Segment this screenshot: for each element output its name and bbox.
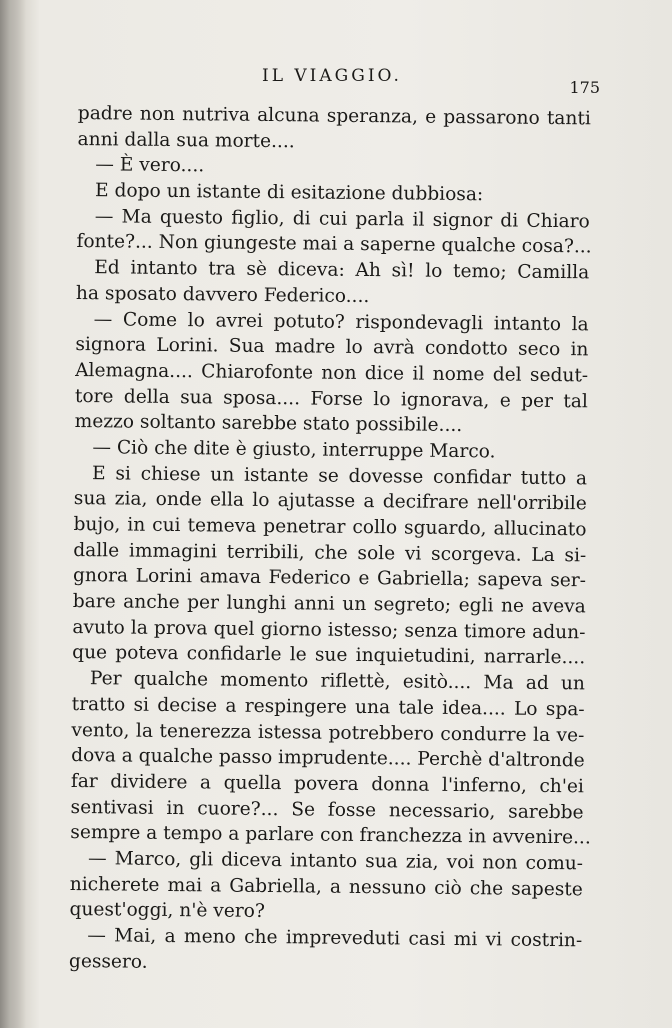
text-line: dalle immagini terribili, che sole vi scorgeva. La si- (73, 539, 587, 567)
text-line: mezzo soltanto sarebbe stato possibile.... (74, 411, 463, 437)
text-line: gnora Lorini amava Federico e Gabriella; sapeva ser- (72, 565, 587, 592)
body-text (69, 101, 591, 980)
text-line: dova a qualche passo imprudente.... Perchè d'altronde (71, 745, 585, 772)
text-line: — Mai, a meno che impreveduti casi mi vi costrin- (87, 925, 583, 952)
text-line: E si chiese un istante se dovesse confidar tutto a (91, 462, 588, 489)
text-line: ha sposato davvero Federico.... (75, 282, 370, 307)
text-line: bare anche per lunghi anni un segreto; egli ne aveva (72, 591, 586, 618)
text-line: gessero. (68, 950, 148, 973)
text-line: Ed intanto tra sè diceva: Ah sì! lo temo; Camilla (94, 257, 590, 284)
text-line: quest'oggi, n'è vero? (69, 899, 265, 923)
running-title: IL VIAGGIO. (262, 66, 402, 86)
text-line: sentivasi in cuore?... Se fosse necessario, sarebbe (70, 796, 584, 823)
text-line: — Come lo avrei potuto? rispondevagli intanto la (93, 308, 589, 335)
text-line: nicherete mai a Gabriella, a nessuno ciò che sapeste (69, 873, 583, 900)
text-line: tratto si decise a respingere una tale idea.... Lo spa- (71, 693, 585, 721)
text-line: tore della sua sposa.... Forse lo ignorava, e per tal (74, 385, 588, 412)
text-line: signora Lorini. Sua madre lo avrà condotto seco in (75, 334, 589, 361)
text-line: — Marco, gli diceva intanto sua zia, voi non comu- (87, 848, 584, 875)
text-line: que poteva confidarle le sue inquietudini, narrarle.... (72, 642, 586, 669)
text-line: avuto la prova quel giorno istesso; senza timore adun- (72, 616, 586, 644)
text-line: far dividere a quella povera donna l'inferno, ch'ei (70, 770, 584, 798)
text-line: padre non nutriva alcuna speranza, e passarono tanti (77, 102, 591, 130)
page-header (0, 66, 672, 96)
text-line: fonte?... Non giungeste mai a saperne qualche cosa?... (76, 231, 592, 258)
text-line: — Ciò che dite è giusto, interruppe Marco. (92, 437, 496, 463)
text-line: — È vero.... (95, 154, 205, 177)
page-number: 175 (569, 78, 600, 97)
text-line: Alemagna.... Chiarofonte non dice il nome del sedut- (75, 359, 589, 387)
binding-shadow (0, 0, 26, 1028)
text-line: vento, la tenerezza istessa potrebbero condurre la ve- (71, 719, 585, 746)
text-line: E dopo un istante di esitazione dubbiosa: (94, 180, 484, 206)
text-line: bujo, in cui temeva penetrar collo sguardo, allucinato (73, 513, 587, 541)
text-line: sua zia, onde ella lo ajutasse a decifrare nell'orribile (73, 488, 587, 515)
text-line: Per qualche momento riflettè, esitò.... Ma ad un (89, 668, 586, 695)
text-line: — Ma questo figlio, di cui parla il signor di Chiaro (94, 205, 590, 233)
text-line: anni dalla sua morte.... (77, 128, 295, 152)
text-line: sempre a tempo a parlare con franchezza in avvenire... (70, 822, 591, 849)
